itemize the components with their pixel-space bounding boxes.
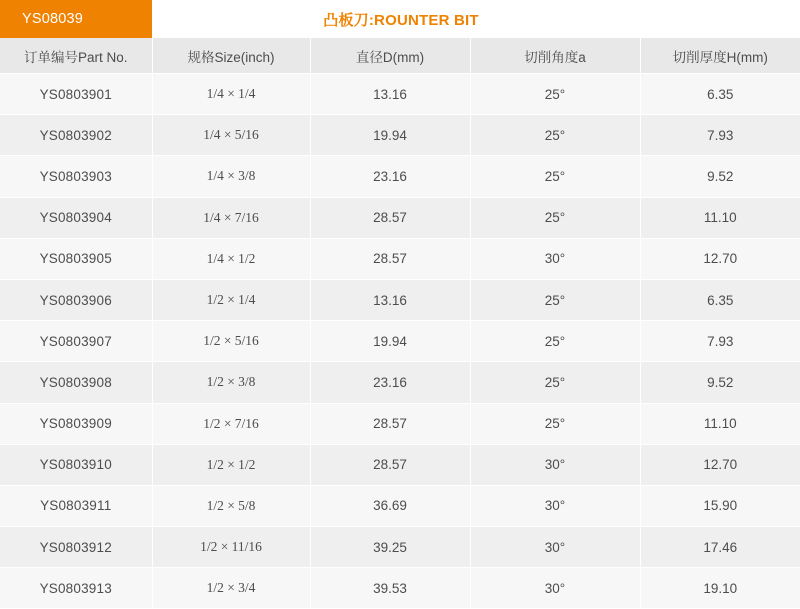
cell-size: 1/2 × 1/2 [152, 444, 310, 485]
cell-height: 11.10 [640, 197, 800, 238]
cell-angle: 25° [470, 197, 640, 238]
cell-height: 7.93 [640, 321, 800, 362]
cell-diameter: 28.57 [310, 238, 470, 279]
cell-part-no: YS0803903 [0, 156, 152, 197]
cell-size: 1/4 × 1/2 [152, 238, 310, 279]
table-row [0, 444, 800, 485]
cell-part-no: YS0803901 [0, 74, 152, 115]
cell-part-no: YS0803910 [0, 444, 152, 485]
cell-part-no: YS0803906 [0, 279, 152, 320]
cell-height: 11.10 [640, 403, 800, 444]
cell-diameter: 19.94 [310, 115, 470, 156]
product-code-badge: YS08039 [0, 0, 152, 38]
cell-part-no: YS0803907 [0, 321, 152, 362]
table-row [0, 568, 800, 609]
cell-diameter: 19.94 [310, 321, 470, 362]
cell-part-no: YS0803911 [0, 485, 152, 526]
cell-height: 15.90 [640, 485, 800, 526]
cell-diameter: 28.57 [310, 444, 470, 485]
cell-height: 17.46 [640, 527, 800, 568]
cell-part-no: YS0803913 [0, 568, 152, 609]
cell-part-no: YS0803909 [0, 403, 152, 444]
table-row [0, 115, 800, 156]
table-row [0, 238, 800, 279]
table-row [0, 74, 800, 115]
table-body [0, 74, 800, 609]
table-row [0, 527, 800, 568]
column-header-diameter: 直径D(mm) [310, 38, 470, 74]
cell-angle: 25° [470, 321, 640, 362]
cell-height: 6.35 [640, 74, 800, 115]
cell-diameter: 39.53 [310, 568, 470, 609]
cell-size: 1/2 × 3/8 [152, 362, 310, 403]
cell-size: 1/2 × 1/4 [152, 279, 310, 320]
cell-diameter: 39.25 [310, 527, 470, 568]
cell-diameter: 13.16 [310, 74, 470, 115]
cell-angle: 25° [470, 403, 640, 444]
cell-diameter: 28.57 [310, 197, 470, 238]
cell-part-no: YS0803904 [0, 197, 152, 238]
cell-angle: 30° [470, 485, 640, 526]
cell-diameter: 23.16 [310, 362, 470, 403]
cell-angle: 30° [470, 444, 640, 485]
table-row [0, 403, 800, 444]
cell-diameter: 23.16 [310, 156, 470, 197]
cell-height: 9.52 [640, 362, 800, 403]
specification-table [0, 38, 800, 609]
cell-angle: 25° [470, 156, 640, 197]
cell-size: 1/4 × 3/8 [152, 156, 310, 197]
table-row [0, 279, 800, 320]
cell-part-no: YS0803908 [0, 362, 152, 403]
cell-angle: 30° [470, 238, 640, 279]
cell-height: 12.70 [640, 444, 800, 485]
cell-height: 6.35 [640, 279, 800, 320]
cell-size: 1/2 × 5/8 [152, 485, 310, 526]
table-row [0, 197, 800, 238]
cell-angle: 25° [470, 362, 640, 403]
cell-size: 1/2 × 5/16 [152, 321, 310, 362]
cell-angle: 25° [470, 115, 640, 156]
cell-part-no: YS0803902 [0, 115, 152, 156]
cell-height: 9.52 [640, 156, 800, 197]
cell-part-no: YS0803912 [0, 527, 152, 568]
cell-height: 7.93 [640, 115, 800, 156]
table-row [0, 156, 800, 197]
column-header-size: 规格Size(inch) [152, 38, 310, 74]
cell-size: 1/4 × 5/16 [152, 115, 310, 156]
page-title: 凸板刀:ROUNTER BIT [152, 0, 800, 38]
cell-diameter: 28.57 [310, 403, 470, 444]
cell-height: 12.70 [640, 238, 800, 279]
cell-angle: 30° [470, 527, 640, 568]
header [0, 0, 800, 38]
table-row [0, 485, 800, 526]
column-header-height: 切削厚度H(mm) [640, 38, 800, 74]
table-row [0, 321, 800, 362]
table-header-row [0, 38, 800, 74]
column-header-part-no: 订单编号Part No. [0, 38, 152, 74]
cell-angle: 25° [470, 74, 640, 115]
column-header-angle: 切削角度a [470, 38, 640, 74]
cell-size: 1/2 × 7/16 [152, 403, 310, 444]
cell-size: 1/2 × 3/4 [152, 568, 310, 609]
cell-size: 1/4 × 7/16 [152, 197, 310, 238]
cell-diameter: 36.69 [310, 485, 470, 526]
cell-part-no: YS0803905 [0, 238, 152, 279]
cell-diameter: 13.16 [310, 279, 470, 320]
cell-height: 19.10 [640, 568, 800, 609]
cell-size: 1/2 × 11/16 [152, 527, 310, 568]
cell-angle: 25° [470, 279, 640, 320]
cell-angle: 30° [470, 568, 640, 609]
table-row [0, 362, 800, 403]
cell-size: 1/4 × 1/4 [152, 74, 310, 115]
